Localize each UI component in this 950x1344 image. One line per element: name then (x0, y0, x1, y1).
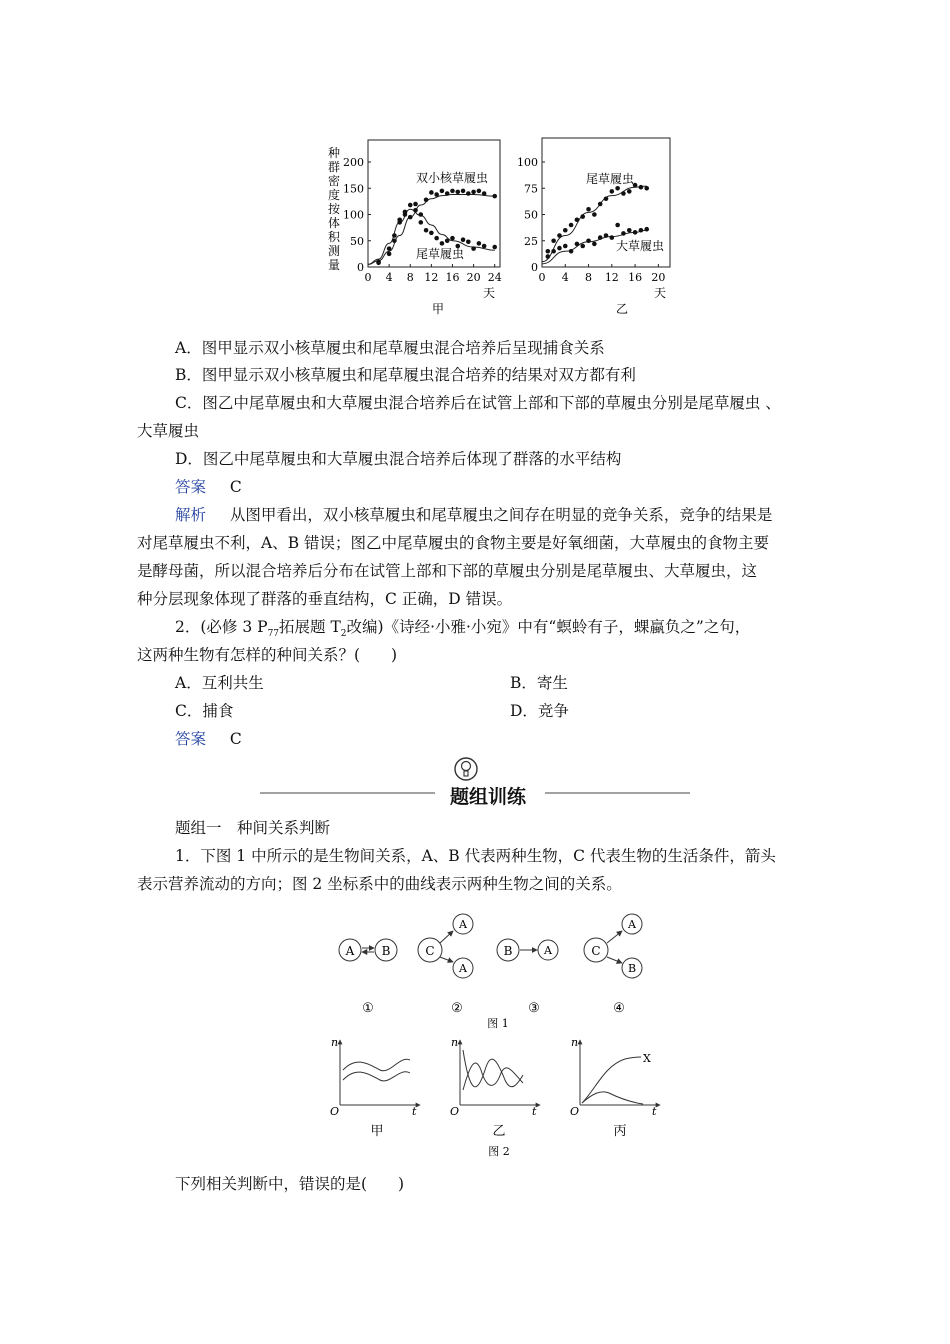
fig2-bing-curve-x: X (643, 1052, 651, 1065)
yi-series-1-point (575, 217, 580, 222)
jia-series-2-point (419, 220, 424, 225)
fig1-d2-node-c: C (425, 944, 435, 958)
yi-series-2-point (633, 230, 638, 235)
q2-option-b: B．寄生 (510, 674, 568, 692)
section-title: 题组训练 (450, 786, 527, 808)
jia-series-2-point (477, 241, 482, 246)
fig1-diagram-1 (339, 939, 397, 1016)
yi-series-1-point (586, 207, 591, 212)
jia-series-1-point (482, 191, 487, 196)
chart-jia-series2-label: 尾草履虫 (416, 247, 465, 261)
jia-series-2-point (445, 238, 450, 243)
analysis-line-1 (175, 505, 772, 525)
chart-jia-ylabel-char: 密 (327, 174, 341, 188)
jia-ytick-label: 50 (350, 234, 364, 248)
q2-text-b: 拓展题 T (279, 618, 341, 636)
yi-series-1-point (569, 223, 574, 228)
analysis-line-2: 对尾草履虫不利，A、B 错误；图乙中尾草履虫的食物主要是好氧细菌，大草履虫的食物主要 (137, 534, 770, 552)
jia-xtick-label: 24 (487, 271, 502, 284)
jia-series-1-point (419, 212, 424, 217)
fig1-d2-node-a1: A (459, 918, 467, 931)
yi-series-2-point (546, 254, 551, 259)
yi-series-1-point (551, 238, 556, 243)
jia-ytick-label: 100 (343, 208, 364, 222)
jia-series-1-point (450, 189, 455, 194)
jia-series-1-point (466, 191, 471, 196)
jia-ytick-label: 200 (343, 156, 364, 169)
jia-series-2-point (461, 237, 466, 242)
yi-series-1-point (621, 191, 626, 196)
yi-ytick-label: 75 (524, 182, 538, 196)
jia-series-2-point (392, 233, 397, 238)
yi-series-1-point (610, 189, 615, 194)
group-label: 题组一 种间关系判断 (175, 819, 331, 837)
yi-ytick-label: 0 (531, 261, 538, 274)
q3-line-1: 1．下图 1 中所示的是生物间关系，A、B 代表两种生物，C 代表生物的生活条件，箭头 (175, 847, 776, 865)
fig1-d3-node-a: A (544, 944, 552, 957)
chart-yi-title: 乙 (616, 302, 629, 316)
yi-series-2-point (586, 238, 591, 243)
fig1-diagram-3 (497, 939, 558, 1016)
fig2-label-bing: 丙 (613, 1124, 627, 1139)
chart-jia-xlabel: 天 (483, 286, 496, 300)
yi-xtick-label: 0 (538, 271, 546, 284)
q2-line-1 (175, 617, 750, 644)
jia-xtick-label: 16 (445, 271, 460, 284)
jia-series-1-point (492, 194, 497, 199)
yi-series-1-point (592, 212, 597, 217)
fig1-d1-node-b: B (381, 944, 391, 958)
fig2-bing-axis-o: O (570, 1105, 580, 1118)
jia-series-2-point (397, 217, 402, 222)
chart-jia (320, 135, 510, 320)
q1-answer-row (175, 477, 242, 497)
jia-series-2-point (403, 212, 408, 217)
yi-series-1-point (604, 196, 609, 201)
fig2-graph-yi (450, 1036, 540, 1139)
jia-xtick-label: 4 (385, 271, 393, 284)
jia-series-1-point (477, 189, 482, 194)
chart-jia-ylabel-char: 体 (327, 216, 341, 230)
fig2-label-yi: 乙 (492, 1124, 506, 1139)
q2-line-2: 这两种生物有怎样的种间关系？( ) (137, 646, 398, 664)
yi-series-1-point (627, 189, 632, 194)
jia-xtick-label: 20 (466, 271, 481, 284)
jia-xtick-label: 8 (406, 271, 414, 284)
jia-ytick-label: 150 (343, 182, 364, 196)
fig2-caption: 图 2 (488, 1145, 510, 1158)
jia-series-1-point (445, 191, 450, 196)
fig2-bing-axis-n: n (571, 1036, 579, 1049)
yi-ytick-label: 25 (524, 234, 538, 248)
yi-series-2-point (563, 244, 568, 249)
jia-series-2-point (482, 244, 487, 249)
analysis-line-3: 是酵母菌，所以混合培养后分布在试管上部和下部的草履虫分别是尾草履虫、大草履虫，这 (137, 562, 758, 580)
fig1-label-3: ③ (528, 1001, 540, 1016)
chart-jia-title: 甲 (432, 302, 445, 316)
yi-series-1-point (546, 249, 551, 254)
fig2-graph-bing (570, 1036, 660, 1139)
jia-series-2-point (429, 231, 434, 236)
jia-series-1-point (408, 203, 413, 208)
chart-jia-yticks (343, 156, 371, 274)
yi-ytick-label: 100 (517, 156, 538, 169)
figure-1 (330, 905, 650, 1030)
analysis-text-1: 从图甲看出，双小核草履虫和尾草履虫之间存在明显的竞争关系，竞争的结果是 (229, 506, 773, 524)
fig1-label-1: ① (362, 1001, 374, 1016)
q2-option-d: D．竞争 (510, 702, 569, 720)
fig2-yi-axis-o: O (450, 1105, 460, 1118)
yi-series-1-point (557, 233, 562, 238)
yi-series-2-point (598, 235, 603, 240)
yi-series-1-point (598, 202, 603, 207)
chart-jia-ylabel-char: 按 (327, 202, 341, 216)
chart-yi (517, 135, 680, 320)
jia-series-2-point (450, 236, 455, 241)
yi-series-2-point (580, 244, 585, 249)
q1-option-c: C．图乙中尾草履虫和大草履虫混合培养后在试管上部和下部的草履虫分别是尾草履虫 、 (175, 394, 781, 412)
answer-label-2: 答案 (175, 730, 207, 748)
fig1-d4-node-b: B (627, 962, 637, 975)
q2-text-a: 2．(必修 3 P (175, 618, 268, 636)
yi-xtick-label: 12 (604, 271, 619, 284)
yi-xtick-label: 20 (651, 271, 666, 284)
chart-yi-xlabel: 天 (654, 286, 667, 300)
q2-sub-t: 2 (340, 629, 347, 640)
jia-series-1-point (440, 189, 445, 194)
yi-xtick-label: 4 (561, 271, 569, 284)
jia-series-1-point (461, 189, 466, 194)
jia-xtick-label: 12 (424, 271, 439, 284)
q1-option-d: D．图乙中尾草履虫和大草履虫混合培养后体现了群落的水平结构 (175, 450, 622, 468)
jia-ytick-label: 0 (357, 261, 364, 274)
chart-jia-series1-label: 双小核草履虫 (416, 171, 489, 185)
fig1-diagram-2 (418, 914, 473, 1016)
analysis-label: 解析 (175, 506, 207, 524)
yi-series-1-point (580, 214, 585, 219)
q1-option-b: B．图甲显示双小核草履虫和尾草履虫混合培养的结果对双方都有利 (175, 366, 636, 384)
yi-series-2-point (615, 223, 620, 228)
fig1-caption: 图 1 (487, 1017, 509, 1030)
fig2-yi-axis-t: t (532, 1105, 537, 1118)
chart-jia-ylabel-char: 量 (327, 258, 341, 272)
fig1-d2-node-a2: A (459, 962, 467, 975)
jia-series-2-point (413, 208, 418, 213)
jia-series-1-point (392, 238, 397, 243)
fig1-d4-node-c: C (591, 944, 601, 958)
chart-jia-ylabel-char: 度 (327, 188, 341, 202)
chart-jia-ylabel (328, 146, 341, 272)
yi-series-2-point (569, 249, 574, 254)
fig1-diagram-4 (584, 914, 642, 1016)
yi-series-1-point (615, 186, 620, 191)
jia-xtick-label: 0 (364, 271, 372, 284)
jia-series-1-point (424, 198, 429, 203)
yi-series-2-point (551, 249, 556, 254)
jia-series-1-point (471, 190, 476, 195)
fig2-jia-axis-o: O (330, 1105, 340, 1118)
chart-jia-ylabel-char: 种 (327, 146, 341, 160)
fig2-graph-jia (330, 1036, 420, 1139)
jia-series-2-point (434, 236, 439, 241)
q1-option-c-cont: 大草履虫 (137, 422, 200, 440)
chart-jia-ylabel-char: 群 (327, 160, 341, 174)
fig1-label-2: ② (451, 1001, 463, 1016)
jia-series-1-point (455, 190, 460, 195)
fig1-d1-node-a: A (345, 944, 355, 958)
yi-series-2-point (644, 227, 649, 232)
fig2-jia-axis-n: n (331, 1036, 339, 1049)
jia-series-1-point (429, 190, 434, 195)
lightbulb-icon (453, 756, 479, 782)
jia-series-2-point (492, 245, 497, 250)
yi-series-2-point (621, 231, 626, 236)
yi-series-2-point (604, 233, 609, 238)
q1-option-a: A．图甲显示双小核草履虫和尾草履虫混合培养后呈现捕食关系 (175, 339, 605, 357)
yi-series-1-point (639, 185, 644, 190)
q3-question: 下列相关判断中，错误的是( ) (175, 1175, 405, 1193)
fig2-yi-axis-n: n (451, 1036, 459, 1049)
yi-series-2-point (575, 242, 580, 247)
yi-series-2-point (592, 242, 597, 247)
fig2-label-jia: 甲 (370, 1124, 384, 1139)
q2-answer-row (175, 729, 242, 749)
q2-option-a: A．互利共生 (175, 674, 264, 692)
yi-ytick-label: 50 (524, 208, 538, 222)
q1-answer: C (229, 478, 242, 496)
answer-label: 答案 (175, 478, 207, 496)
fig1-label-4: ④ (613, 1001, 625, 1016)
yi-xtick-label: 16 (628, 271, 643, 284)
chart-yi-series2-label: 大草履虫 (616, 239, 665, 253)
jia-series-2-point (376, 261, 381, 266)
jia-series-2-point (440, 241, 445, 246)
yi-series-2-point (610, 235, 615, 240)
fig2-bing-axis-t: t (652, 1105, 657, 1118)
yi-xtick-label: 8 (585, 271, 593, 284)
jia-series-2-point (471, 246, 476, 251)
q2-sub-page: 77 (267, 629, 280, 640)
jia-series-2-point (424, 228, 429, 233)
chart-yi-series1-label: 尾草履虫 (586, 172, 635, 186)
jia-series-1-point (387, 252, 392, 257)
jia-series-2-point (466, 240, 471, 245)
jia-series-1-point (434, 192, 439, 197)
yi-series-2-point (627, 228, 632, 233)
q3-line-2: 表示营养流动的方向；图 2 坐标系中的曲线表示两种生物之间的关系。 (137, 875, 622, 893)
figure-2 (325, 1035, 675, 1160)
chart-jia-ylabel-char: 积 (327, 230, 341, 244)
yi-series-2-point (639, 228, 644, 233)
chart-jia-ylabel-char: 测 (327, 244, 341, 258)
jia-series-1-point (413, 202, 418, 207)
yi-series-1-point (644, 186, 649, 191)
chart-yi-yticks (517, 156, 545, 274)
yi-series-2-point (557, 246, 562, 251)
q2-answer: C (229, 730, 242, 748)
yi-series-1-point (563, 228, 568, 233)
fig1-d4-node-a: A (628, 918, 636, 931)
fig2-jia-axis-t: t (412, 1105, 417, 1118)
jia-series-2-point (387, 246, 392, 251)
q2-option-c: C．捕食 (175, 702, 234, 720)
fig1-d3-node-b: B (503, 944, 513, 958)
q2-text-c: 改编)《诗经·小雅·小宛》中有“螟蛉有子，蜾蠃负之”之句， (346, 618, 751, 636)
analysis-line-4: 种分层现象体现了群落的垂直结构，C 正确，D 错误。 (137, 590, 513, 608)
jia-series-2-point (408, 215, 413, 220)
